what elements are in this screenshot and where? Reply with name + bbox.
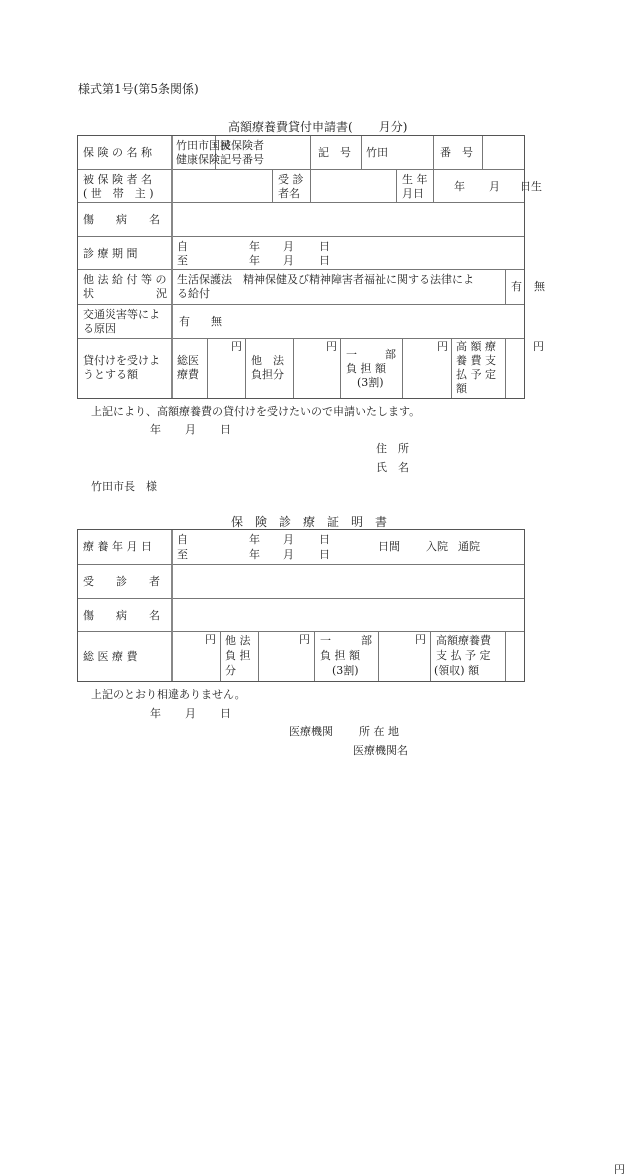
treatment-date-label-cell (78, 530, 173, 565)
other-law-share-1: 他 法 (251, 354, 284, 367)
traffic-yes-option[interactable]: 有 (179, 315, 190, 328)
institution-name-label: 医療機関名 (353, 744, 408, 757)
cert-partial-2: 負 担 額 (320, 649, 360, 662)
cert-total-medical-input[interactable] (173, 632, 221, 681)
certificate-title: 保 険 診 療 証 明 書 (231, 515, 388, 529)
title-text: 高額療養費貸付申請書( (228, 120, 353, 134)
other-law-text-cell (173, 270, 506, 305)
insured-name-label-1: 被 保 険 者 名 (83, 173, 152, 186)
other-law-label-cell (78, 270, 173, 305)
cert-partial-1a: 一 (320, 634, 331, 647)
cert-total-medical-label-cell (78, 632, 173, 681)
institution-label: 医療機関 (289, 725, 333, 738)
period-to-month: 月 (283, 254, 294, 267)
other-law-text-2: る給付 (177, 287, 210, 300)
period-from-day: 日 (319, 240, 330, 253)
yen-unit: 円 (231, 340, 242, 353)
addressee: 竹田市長 様 (91, 480, 157, 493)
location-label: 所 在 地 (359, 725, 399, 738)
traffic-no-option[interactable]: 無 (211, 315, 222, 328)
cert-partial-3: (3割) (332, 664, 359, 677)
insurance-name-label: 保 険 の 名 称 (83, 146, 152, 159)
cert-high-cost-label-cell (431, 632, 506, 681)
treatment-from-day: 日 (319, 533, 330, 546)
number-value-cell[interactable] (483, 136, 524, 170)
symbol-label-cell (311, 136, 362, 170)
cert-high-cost-1: 高額療養費 (436, 634, 491, 647)
partial-2: 負 担 額 (346, 362, 386, 375)
period-from: 自 (177, 240, 188, 253)
application-date-day: 日 (220, 423, 231, 436)
outpatient-option[interactable]: 通院 (458, 540, 480, 553)
yen-unit: 円 (533, 340, 544, 353)
treatment-from: 自 (177, 533, 188, 546)
birth-label-1: 生 年 (402, 173, 428, 186)
yen-unit: 円 (326, 340, 337, 353)
treatment-to-month: 月 (283, 548, 294, 561)
patient-name-label-cell (273, 170, 311, 203)
patient-label-2: 者名 (278, 187, 300, 200)
partial-1b: 部 (385, 348, 396, 361)
insured-name-input[interactable] (173, 170, 273, 203)
period-input[interactable] (173, 237, 524, 270)
birth-year: 年 (454, 180, 465, 193)
cert-other-law-2: 負 担 (225, 649, 251, 662)
period-to-year: 年 (249, 254, 260, 267)
total-medical-input[interactable] (208, 339, 246, 398)
total-medical-label-cell (173, 339, 208, 398)
high-cost-2: 養 費 支 (456, 354, 496, 367)
partial-1a: 一 (346, 348, 357, 361)
traffic-input[interactable] (173, 305, 524, 339)
days-label: 日間 (378, 540, 400, 553)
cert-illness-label: 傷 病 名 (83, 609, 160, 622)
other-law-share-2: 負担分 (251, 368, 284, 381)
birth-date-input[interactable] (434, 170, 542, 203)
insurance-name-value-2: 健康保険 (176, 153, 220, 166)
cert-high-cost-2: 支 払 予 定 (436, 649, 491, 662)
yen-unit: 円 (205, 633, 216, 646)
partial-burden-label-cell (341, 339, 403, 398)
application-declaration: 上記により、高額療養費の貸付けを受けたいので申請いたします。 (91, 405, 421, 418)
period-to-day: 日 (319, 254, 330, 267)
loan-label-cell (78, 339, 173, 398)
patient-input[interactable] (173, 565, 524, 599)
birth-day: 日生 (520, 180, 542, 193)
other-law-no-option[interactable]: 無 (534, 280, 545, 293)
cert-illness-label-cell (78, 599, 173, 632)
other-law-label-2b: 況 (156, 287, 167, 300)
insurance-name-label-cell (78, 136, 173, 170)
cert-partial-label-cell (315, 632, 379, 681)
symbol-label: 記 号 (318, 146, 351, 159)
patient-label-cell (78, 565, 173, 599)
traffic-label-1: 交通災害等によ (83, 308, 160, 321)
birth-label-2: 月日 (402, 187, 424, 200)
inpatient-option[interactable]: 入院 (426, 540, 448, 553)
cert-partial-input[interactable] (379, 632, 431, 681)
other-law-text-1: 生活保護法 精神保健及び精神障害者福祉に関する法律によ (177, 273, 474, 286)
period-to: 至 (177, 254, 188, 267)
symbol-value: 竹田 (366, 146, 388, 159)
high-cost-1: 高 額 療 (456, 340, 496, 353)
address-label: 住 所 (376, 442, 409, 455)
total-medical-2: 療費 (177, 368, 199, 381)
partial-burden-input[interactable] (403, 339, 452, 398)
illness-input[interactable] (173, 203, 524, 237)
yen-unit: 円 (415, 633, 426, 646)
period-from-month: 月 (283, 240, 294, 253)
illness-label: 傷 病 名 (83, 213, 160, 226)
certificate-date-day: 日 (220, 707, 231, 720)
treatment-from-month: 月 (283, 533, 294, 546)
application-table (77, 135, 545, 399)
traffic-label-2: る原因 (83, 322, 116, 335)
high-cost-input[interactable] (506, 339, 524, 398)
title-suffix: 月分) (378, 120, 408, 134)
period-label: 診 療 期 間 (83, 247, 138, 260)
yen-unit: 円 (614, 1163, 625, 1176)
cert-other-law-label-cell (221, 632, 259, 681)
birth-month: 月 (489, 180, 500, 193)
application-date-year: 年 (150, 423, 161, 436)
yen-unit: 円 (437, 340, 448, 353)
patient-name-input[interactable] (311, 170, 397, 203)
insured-number-label-1: 被保険者 (220, 139, 264, 152)
insurance-name-value-cell[interactable] (173, 136, 231, 170)
partial-3: (3割) (357, 376, 384, 389)
insured-number-label-cell (216, 136, 311, 170)
symbol-value-cell[interactable] (362, 136, 434, 170)
treatment-date-input[interactable] (173, 530, 524, 565)
certificate-date-year: 年 (150, 707, 161, 720)
other-law-yes-option[interactable]: 有 (511, 280, 522, 293)
insured-name-label-cell (78, 170, 173, 203)
cert-illness-input[interactable] (173, 599, 524, 632)
certificate-date-month: 月 (185, 707, 196, 720)
treatment-to: 至 (177, 548, 188, 561)
number-label: 番 号 (440, 146, 473, 159)
number-label-cell (434, 136, 483, 170)
loan-label-2: うとする額 (83, 368, 138, 381)
total-medical-1: 総医 (177, 354, 199, 367)
certificate-declaration: 上記のとおり相違ありません。 (91, 688, 246, 701)
name-label: 氏 名 (376, 461, 409, 474)
application-title (228, 118, 407, 135)
other-law-share-input[interactable] (294, 339, 341, 398)
treatment-date-label: 療 養 年 月 日 (83, 540, 152, 553)
application-date-month: 月 (185, 423, 196, 436)
other-law-label-2a: 状 (83, 287, 94, 300)
birth-label-cell (397, 170, 434, 203)
cert-high-cost-3: (領収) 額 (434, 664, 480, 677)
insurance-name-value-1: 竹田市国民 (176, 139, 231, 152)
insured-name-label-2: ( 世 帯 主 ) (83, 187, 154, 200)
cert-other-law-3: 分 (225, 664, 236, 677)
cert-total-medical-label: 総 医 療 費 (83, 650, 138, 663)
cert-high-cost-input[interactable] (506, 632, 524, 681)
cert-other-law-input[interactable] (259, 632, 315, 681)
yen-unit: 円 (299, 633, 310, 646)
period-label-cell (78, 237, 173, 270)
high-cost-label-cell (452, 339, 506, 398)
other-law-share-label-cell (246, 339, 294, 398)
illness-label-cell (78, 203, 173, 237)
treatment-to-year: 年 (249, 548, 260, 561)
patient-label: 受 診 者 (83, 575, 160, 588)
cert-other-law-1: 他 法 (225, 634, 251, 647)
other-law-label-1: 他 法 給 付 等 の (83, 273, 167, 286)
treatment-to-day: 日 (319, 548, 330, 561)
cert-partial-1b: 部 (361, 634, 372, 647)
high-cost-4: 額 (456, 382, 467, 395)
loan-label-1: 貸付けを受けよ (83, 354, 160, 367)
high-cost-3: 払 予 定 (456, 368, 496, 381)
period-from-year: 年 (249, 240, 260, 253)
treatment-from-year: 年 (249, 533, 260, 546)
insured-number-label-2: 記号番号 (220, 153, 264, 166)
form-number: 様式第1号(第5条関係) (78, 82, 199, 96)
traffic-label-cell (78, 305, 173, 339)
patient-label-1: 受 診 (278, 173, 304, 186)
